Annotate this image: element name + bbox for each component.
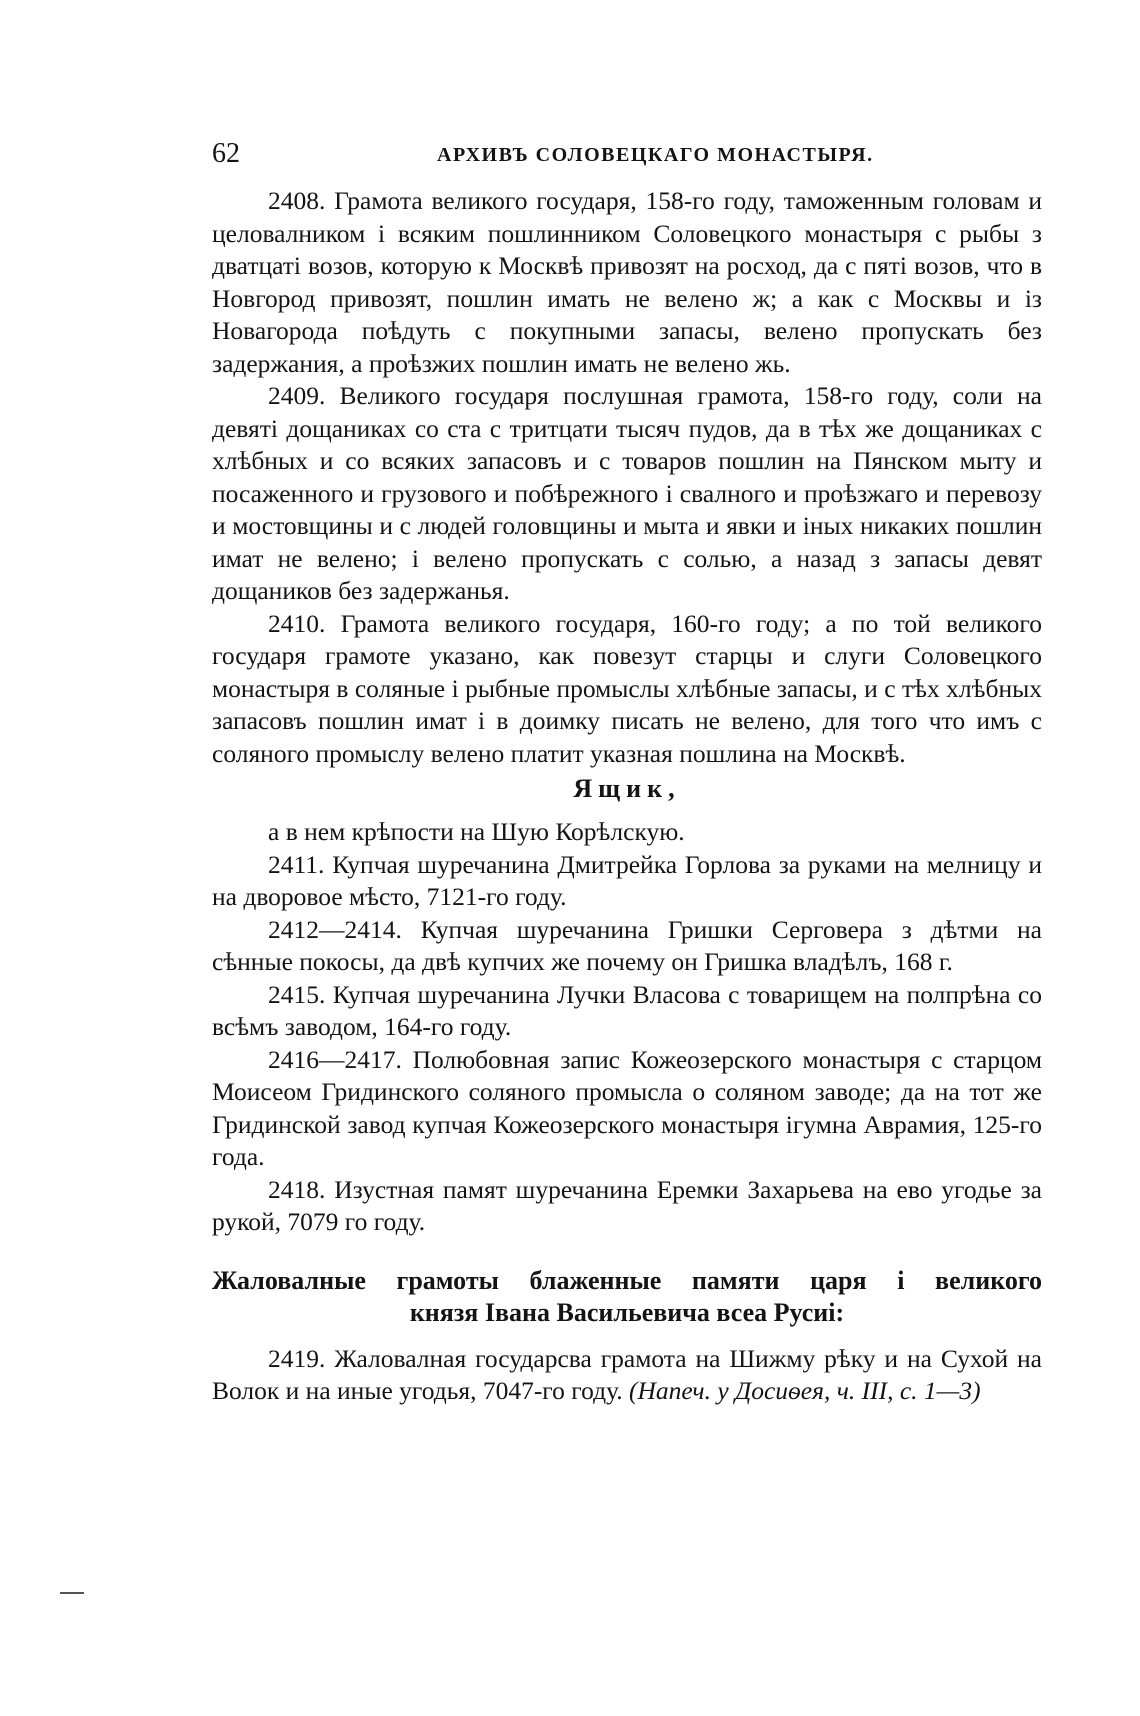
- page-content: [212, 185, 1042, 1408]
- entry-text: Изустная памят шуречанина Еремки Захарьева на ево угодье за рукой, 7079 го году.: [212, 1174, 1043, 1236]
- entry-number: 2408.: [268, 186, 326, 215]
- charters-heading: [212, 1265, 1042, 1329]
- entry-text: Купчая шуречанина Лучки Власова с товарищем на полпрѣна со всѣмъ заводом, 164-го году.: [212, 979, 1042, 1041]
- entry-2415: [212, 979, 1042, 1044]
- entry-number: 2419.: [268, 1343, 326, 1373]
- section-gap: [212, 1239, 1042, 1265]
- entry-2416-2417: [212, 1044, 1042, 1174]
- entry-number: 2409.: [268, 381, 326, 410]
- entry-2409: [212, 380, 1042, 608]
- entry-number: 2412—2414.: [268, 914, 402, 944]
- entry-number: 2411.: [268, 849, 325, 879]
- citation: (Напеч. у Досиѳея, ч. III, с. 1—3): [629, 1376, 981, 1405]
- charters-heading-line2: князя Івана Васильевича всеа Русиі:: [409, 1297, 845, 1327]
- entry-text: Купчая шуречанина Гришки Серговера з дѣтми на сѣнные покосы, да двѣ купчих же почему он Гришка владѣлъ, 168 г.: [212, 914, 1042, 976]
- entry-text: Жаловалная государсва грамота на Шижму рѣку и на Сухой на Волок и на иные угодья, 7047-го году.: [212, 1343, 1042, 1405]
- entry-2412-2414: [212, 914, 1042, 979]
- charters-heading-line1: Жаловалные грамоты блаженные памяти царя і великого: [212, 1265, 1042, 1295]
- entry-2418: [212, 1174, 1042, 1239]
- entry-text: Грамота великого государя, 160-го году; а по той великого государя грамоте указано, как повезут старцы и слуги Соловецкого монастыря в соляные і рыбные промыслы хлѣбные запасы, и с тѣх хлѣбных запасовъ пошлин имат і в доимку писать не велено, для того что имъ с соляного промыслу велено платит указная пошлина на Москвѣ.: [212, 608, 1042, 768]
- section-title: Ящик,: [573, 774, 681, 803]
- entry-text: Великого государя послушная грамота, 158-го году, соли на девяті дощаниках со ста с тритцати тысяч пудов, да в тѣх же дощаниках с хлѣбных и со всяких запасовъ и с товаров пошлин на Пянском мыту и посаженного и грузового и побѣрежного і свалного и проѣзжаго и перевозу и мостовщины и с людей головщины и мыта и явки и іных никаких пошлин имат не велено; і велено пропускать с солью, а назад з запасы девят дощаников без задержанья.: [212, 381, 1042, 605]
- entry-text: Грамота великого государя, 158-го году, таможенным головам и целовалником і всяким пошлинником Соловецкого монастыря с рыбы з дватцаті возов, которую к Москвѣ привозят на росход, да с пяті возов, что в Новгород привозят, пошлин имать не велено ж; а как с Москвы и із Новагорода поѣдуть с покупными запасы, велено пропускать без задержания, а проѣзжих пошлин имать не велено жь.: [212, 186, 1042, 378]
- entry-text: Купчая шуречанина Дмитрейка Горлова за руками на мелницу и на дворовое мѣсто, 7121-го году.: [212, 849, 1042, 911]
- entry-2410: [212, 608, 1042, 771]
- entry-2411: [212, 849, 1042, 914]
- entry-number: 2418.: [268, 1174, 326, 1204]
- section-subtitle: а в нем крѣпости на Шую Корѣлскую.: [268, 817, 685, 846]
- page-number: 62: [212, 138, 240, 169]
- entry-text: Полюбовная запис Кожеозерского монастыря с старцом Моисеом Гридинского соляного промысла о соляном заводе; да на тот же Гридинской завод купчая Кожеозерского монастыря ігумна Аврамия, 125-го года.: [212, 1044, 1042, 1171]
- margin-mark: [60, 1592, 84, 1594]
- entry-2408: [212, 185, 1042, 380]
- running-title: АРХИВЪ СОЛОВЕЦКАГО МОНАСТЫРЯ.: [437, 144, 874, 166]
- entry-number: 2415.: [268, 979, 326, 1009]
- entry-2419: [212, 1343, 1042, 1408]
- entry-number: 2410.: [268, 608, 326, 638]
- entry-number: 2416—2417.: [268, 1044, 402, 1074]
- page-header: [212, 136, 1042, 172]
